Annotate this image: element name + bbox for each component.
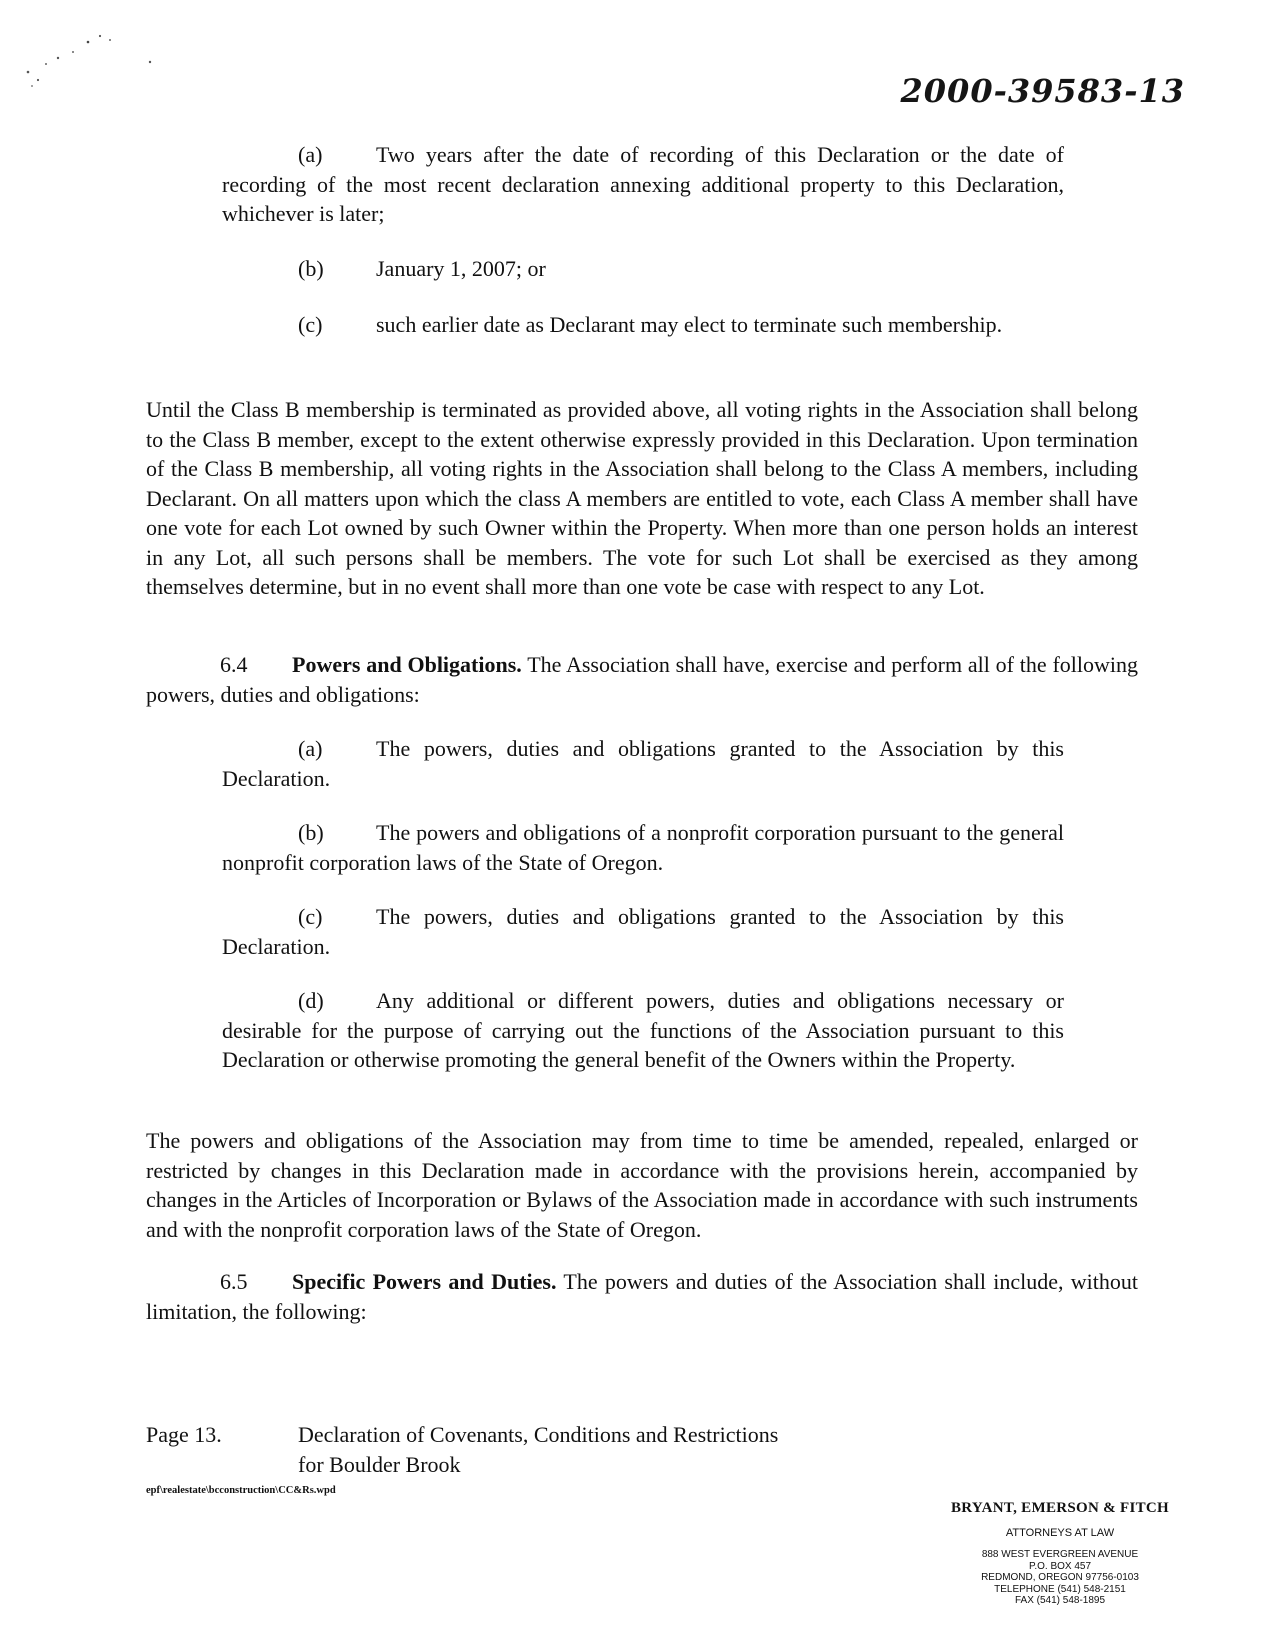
clause-b <box>222 254 1064 284</box>
section-6-5-heading: Specific Powers and Duties. <box>292 1269 557 1294</box>
clause-a-text: Two years after the date of recording of this Declaration or the date of recording of the most recent declaration annexing additional property to this Declaration, whichever is later; <box>222 142 1064 226</box>
power-a <box>222 734 1064 793</box>
clause-c <box>222 310 1064 340</box>
recording-number: 2000-39583-13 <box>900 72 1185 110</box>
address-line: P.O. BOX 457 <box>1028 1560 1092 1572</box>
section-6-5-text: The powers and duties of the Association shall include, without limitation, the following: <box>146 1269 1138 1324</box>
law-firm-block <box>910 1500 1210 1607</box>
section-6-4-number: 6.4 <box>220 652 248 677</box>
scan-speckle <box>18 28 168 98</box>
address-line: FAX (541) 548-1895 <box>1014 1595 1106 1606</box>
power-a-text: The powers, duties and obligations granted to the Association by this Declaration. <box>222 736 1064 791</box>
address-line: TELEPHONE (541) 548-2151 <box>994 1583 1126 1595</box>
power-c-text: The powers, duties and obligations granted to the Association by this Declaration. <box>222 904 1064 959</box>
firm-address <box>910 1549 1210 1607</box>
power-d-label: (d) <box>298 988 324 1013</box>
power-c-label: (c) <box>298 904 323 929</box>
clause-c-label: (c) <box>298 312 323 337</box>
voting-rights-paragraph: Until the Class B membership is terminated as provided above, all voting rights in the Association shall belong to the Class B member, except to the extent otherwise expressly provided in this Declaration. Upon termination of the Class B membership, all voting rights in the Association shall belong to the Class A members, including Declarant. On all matters upon which the class A members are entitled to vote, each Class A member shall have one vote for each Lot owned by such Owner within the Property. When more than one person holds an interest in any Lot, all such persons shall be members. The vote for such Lot shall be exercised as they among themselves determine, but in no event shall more than one vote be case with respect to any Lot. <box>146 397 1138 599</box>
power-d <box>222 986 1064 1075</box>
power-c <box>222 902 1064 961</box>
amendment-paragraph: The powers and obligations of the Association may from time to time be amended, repealed, enlarged or restricted by changes in this Declaration made in accordance with the provisions herein, accompanied by changes in the Articles of Incorporation or Bylaws of the Association made in accordance with such instruments and with the nonprofit corporation laws of the State of Oregon. <box>146 1128 1138 1242</box>
power-a-label: (a) <box>298 736 323 761</box>
file-path: epf\realestate\bcconstruction\CC&Rs.wpd <box>146 1485 336 1496</box>
page-footer <box>146 1420 778 1480</box>
section-6-5-number: 6.5 <box>220 1269 248 1294</box>
firm-role: ATTORNEYS AT LAW <box>1005 1527 1115 1539</box>
footer-title-line1: Declaration of Covenants, Conditions and Restrictions <box>298 1422 779 1447</box>
address-line: 888 WEST EVERGREEN AVENUE <box>981 1549 1139 1560</box>
address-line: REDMOND, OREGON 97756-0103 <box>981 1572 1139 1583</box>
firm-name: BRYANT, EMERSON & FITCH <box>950 1500 1170 1516</box>
power-d-text: Any additional or different powers, duties and obligations necessary or desirable for the purpose of carrying out the functions of the Association pursuant to this Declaration or otherwise promoting the general benefit of the Owners within the Property. <box>222 988 1064 1072</box>
clause-a <box>222 140 1064 229</box>
clause-c-text: such earlier date as Declarant may elect to terminate such membership. <box>376 312 1003 337</box>
power-b-text: The powers and obligations of a nonprofit corporation pursuant to the general nonprofit corporation laws of the State of Oregon. <box>222 820 1064 875</box>
clause-b-label: (b) <box>298 256 324 281</box>
power-b-label: (b) <box>298 820 324 845</box>
clause-a-label: (a) <box>298 142 323 167</box>
power-b <box>222 818 1064 877</box>
section-6-5 <box>146 1267 1138 1326</box>
section-6-4 <box>146 650 1138 709</box>
page-number: Page 13. <box>146 1422 222 1447</box>
footer-title-line2: for Boulder Brook <box>298 1452 461 1477</box>
section-6-4-heading: Powers and Obligations. <box>292 652 522 677</box>
section-6-4-text: The Association shall have, exercise and perform all of the following powers, duties and obligations: <box>146 652 1139 707</box>
clause-b-text: January 1, 2007; or <box>376 256 546 281</box>
